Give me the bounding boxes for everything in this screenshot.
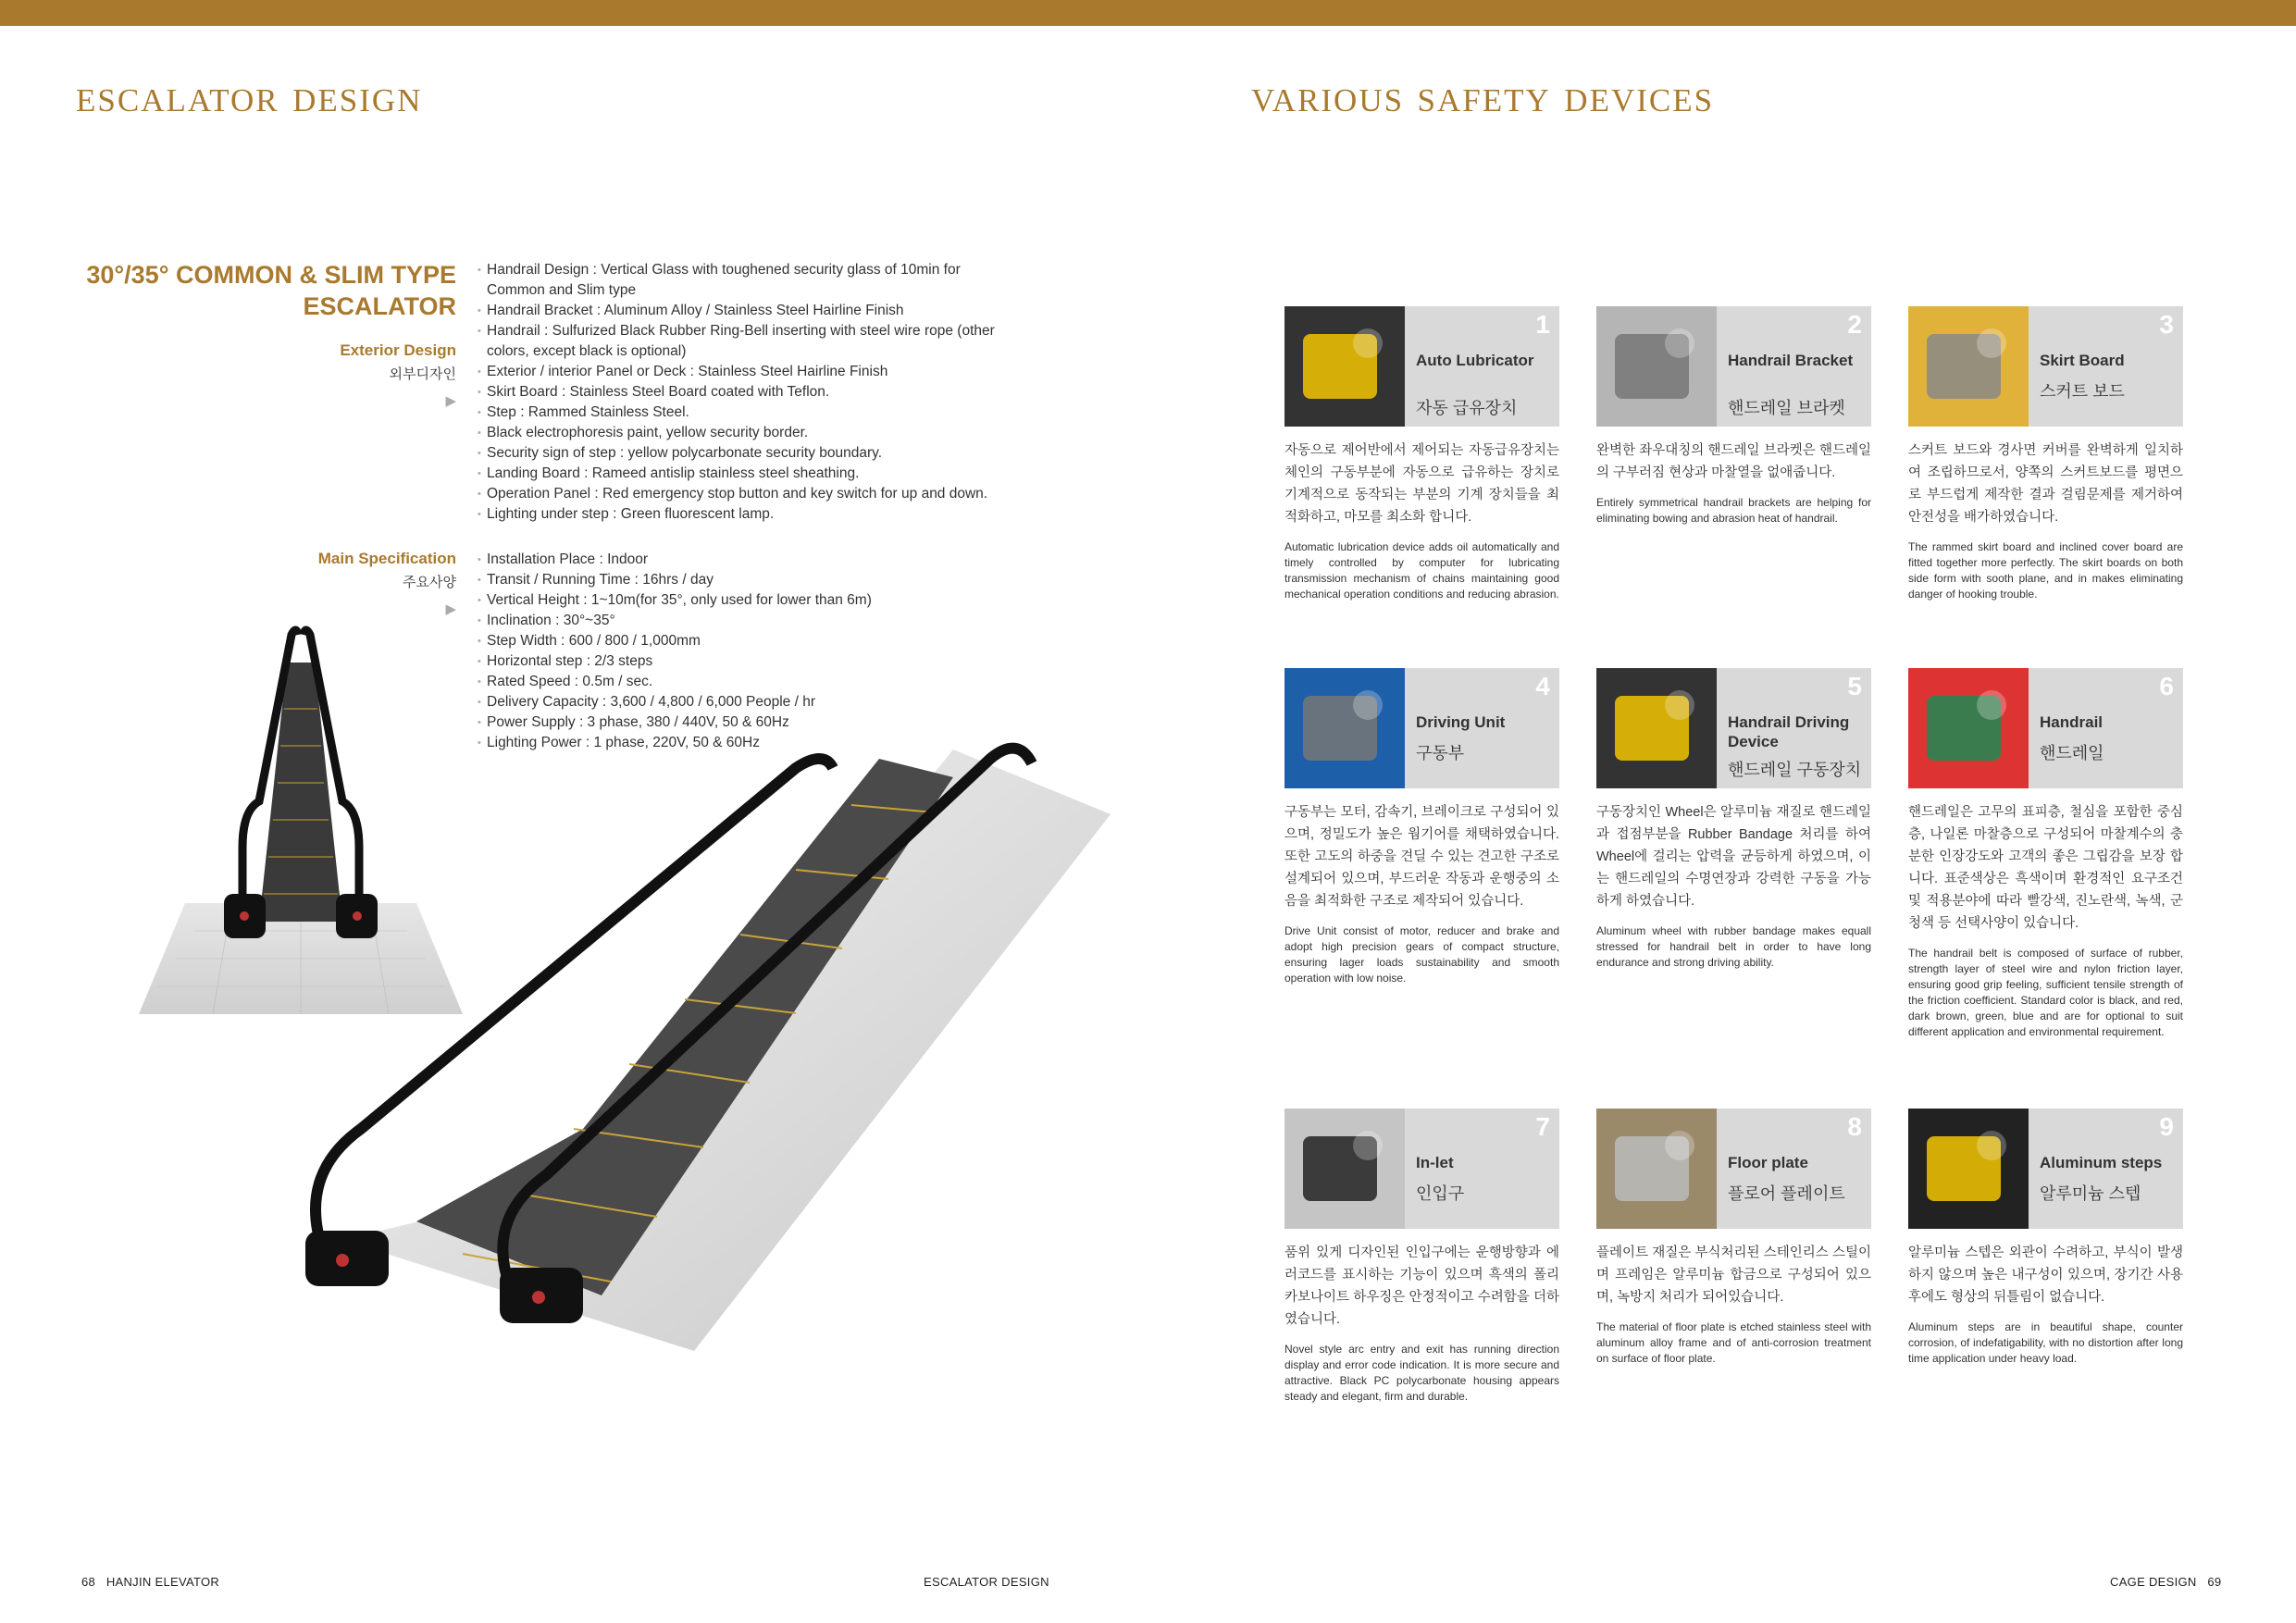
device-card-header	[1908, 306, 2183, 427]
device-title-en: Handrail Driving Device	[1728, 713, 1850, 750]
device-title-ko: 핸드레일	[2040, 744, 2104, 762]
main-spec-label-en: Main Specification	[317, 550, 456, 567]
device-description-en: Aluminum wheel with rubber bandage makes equall stressed for handrail belt in order to have long endurance and strong driving ability.	[1596, 924, 1871, 969]
exterior-spec-list	[478, 260, 996, 525]
device-description-ko: 품위 있게 디자인된 인입구에는 운행방향과 에러코드를 표시하는 기능이 있으며 흑색의 폴리카보나이트 하우징은 안정적이고 수려함을 더하였습니다.	[1285, 1245, 1559, 1327]
device-description-ko: 스커트 보드와 경사면 커버를 완벽하게 일치하여 조립하므로서, 양쪽의 스커트보드를 평면으로 부드럽게 제작한 결과 걸림문제를 제거하여 안전성을 배가하였습니다.	[1908, 443, 2183, 525]
device-title-en: Skirt Board	[2040, 352, 2125, 369]
device-photo	[1908, 1109, 2029, 1229]
device-photo	[1285, 306, 1405, 427]
device-card	[1596, 306, 1871, 527]
device-photo	[1285, 668, 1405, 788]
spec-heading-line1: 30°/35° COMMON & SLIM TYPE	[86, 261, 456, 289]
device-card-header	[1908, 1109, 2183, 1229]
device-title-ko: 자동 급유장치	[1416, 399, 1518, 417]
device-card	[1596, 668, 1871, 971]
device-description-ko: 핸드레일은 고무의 표피층, 철심을 포함한 중심층, 나일론 마찰층으로 구성되어 마찰계수의 충분한 인장강도와 고객의 좋은 그립감을 보장 합니다. 표준색상은 흑색이며 환경적인 요구조건 및 적용분야에 따라 빨강색, 진노란색, 녹색, 군청색 등 선택사양이 있습니다.	[1908, 805, 2183, 931]
device-number: 3	[2159, 310, 2174, 339]
top-accent-bar	[0, 0, 2296, 26]
device-card	[1908, 668, 2183, 1040]
spec-item: • Transit / Running Time : 16hrs / day	[478, 570, 996, 590]
device-description-en: Aluminum steps are in beautiful shape, counter corrosion, of indefatigability, with no distortion after long time application under heavy load.	[1908, 1320, 2183, 1365]
device-card-header	[1285, 1109, 1559, 1229]
device-card-header	[1908, 668, 2183, 788]
device-card	[1596, 1109, 1871, 1367]
page-number-left: 68	[81, 1575, 96, 1589]
device-photo	[1908, 668, 2029, 788]
device-photo	[1596, 1109, 1717, 1229]
device-number: 1	[1535, 310, 1550, 339]
device-photo	[1285, 1109, 1405, 1229]
device-title-en: Auto Lubricator	[1416, 352, 1534, 369]
footer-left	[81, 1575, 219, 1589]
device-card-header	[1285, 306, 1559, 427]
spec-item: • Step : Rammed Stainless Steel.	[478, 403, 996, 423]
device-description-en: Entirely symmetrical handrail brackets are helping for eliminating bowing and abrasion heat of handrail.	[1596, 496, 1871, 525]
footer-center: ESCALATOR DESIGN	[924, 1575, 1049, 1589]
spec-item: • Power Supply : 3 phase, 380 / 440V, 50 & 60Hz	[478, 712, 996, 733]
device-description-ko: 자동으로 제어반에서 제어되는 자동급유장치는 체인의 구동부분에 자동으로 급유하는 장치로 기계적으로 동작되는 부분의 기계 장치들을 최적화하고, 마모를 최소화 합니다.	[1285, 443, 1559, 525]
spec-item: • Black electrophoresis paint, yellow security border.	[478, 423, 996, 443]
device-card	[1908, 1109, 2183, 1367]
spec-heading	[58, 259, 456, 322]
arrow-icon: ▶	[445, 393, 456, 409]
spec-item: • Rated Speed : 0.5m / sec.	[478, 672, 996, 692]
device-description-ko: 플레이트 재질은 부식처리된 스테인리스 스틸이며 프레임은 알루미늄 합금으로 구성되어 있으며, 녹방지 처리가 되어있습니다.	[1596, 1245, 1871, 1305]
spec-item: • Handrail Design : Vertical Glass with toughened security glass of 10min for Common and Slim type	[478, 260, 996, 301]
device-title-ko: 인입구	[1416, 1184, 1465, 1203]
device-photo	[1908, 306, 2029, 427]
spec-item: • Handrail : Sulfurized Black Rubber Ring-Bell inserting with steel wire rope (other colors, except black is optional)	[478, 321, 996, 362]
device-title-ko: 구동부	[1416, 744, 1465, 762]
device-title-en: Handrail Bracket	[1728, 352, 1854, 369]
device-card	[1285, 1109, 1559, 1405]
spec-item: • Exterior / interior Panel or Deck : Stainless Steel Hairline Finish	[478, 362, 996, 382]
page-title-right: various safety devices	[1251, 69, 1715, 121]
device-description-ko: 완벽한 좌우대칭의 핸드레일 브라켓은 핸드레일의 구부러짐 현상과 마찰열을 없애줍니다.	[1596, 443, 1871, 480]
spec-item: • Delivery Capacity : 3,600 / 4,800 / 6,000 People / hr	[478, 692, 996, 712]
spec-item: • Lighting Power : 1 phase, 220V, 50 & 60Hz	[478, 733, 996, 753]
device-title-en: Driving Unit	[1416, 713, 1506, 731]
spec-heading-line2: ESCALATOR	[303, 292, 456, 320]
exterior-design-label	[179, 341, 456, 409]
device-number: 7	[1535, 1112, 1550, 1141]
device-title-en: Floor plate	[1728, 1154, 1808, 1171]
spec-item: • Vertical Height : 1~10m(for 35°, only used for lower than 6m)	[478, 590, 996, 611]
spec-item: • Inclination : 30°~35°	[478, 611, 996, 631]
spec-item: • Landing Board : Rameed antislip stainless steel sheathing.	[478, 464, 996, 484]
device-photo	[1596, 668, 1717, 788]
device-number: 4	[1535, 672, 1550, 700]
spec-item: • Handrail Bracket : Aluminum Alloy / Stainless Steel Hairline Finish	[478, 301, 996, 321]
spec-item: • Installation Place : Indoor	[478, 550, 996, 570]
main-spec-label-ko: 주요사양	[403, 575, 456, 590]
device-card-header	[1596, 306, 1871, 427]
exterior-design-label-ko: 외부디자인	[389, 366, 456, 382]
device-title-ko: 핸드레일 브라켓	[1728, 399, 1845, 417]
spec-item: • Security sign of step : yellow polycarbonate security boundary.	[478, 443, 996, 464]
device-title-ko: 스커트 보드	[2040, 382, 2125, 401]
device-card	[1285, 668, 1559, 986]
device-title-ko: 플로어 플레이트	[1728, 1184, 1845, 1203]
device-description-ko: 구동장치인 Wheel은 알루미늄 재질로 핸드레일과 접점부분을 Rubber Bandage 처리를 하여 Wheel에 걸리는 압력을 균등하게 하였으며, 이는 핸드레일의 수명연장과 강력한 구동을 가능하게 하였습니다.	[1596, 805, 1871, 909]
spec-item: • Lighting under step : Green fluorescent lamp.	[478, 504, 996, 525]
device-description-en: The rammed skirt board and inclined cover board are fitted together more perfectly. The skirt boards on both side form with sooth plane, and in makes eliminating danger of hooking trouble.	[1908, 540, 2183, 601]
spec-item: • Operation Panel : Red emergency stop button and key switch for up and down.	[478, 484, 996, 504]
escalator-perspective-illustration	[305, 740, 1111, 1379]
device-title-en: Aluminum steps	[2040, 1154, 2163, 1171]
arrow-icon: ▶	[445, 601, 456, 617]
exterior-design-label-en: Exterior Design	[340, 341, 456, 359]
device-description-ko: 알루미늄 스텝은 외관이 수려하고, 부식이 발생하지 않으며 높은 내구성이 있으며, 장기간 사용 후에도 형상의 뒤틀림이 없습니다.	[1908, 1245, 2183, 1305]
device-title-en: In-let	[1416, 1154, 1454, 1171]
page-title-left: escalator design	[76, 69, 423, 121]
device-description-en: The material of floor plate is etched stainless steel with aluminum alloy frame and of anti-corrosion treatment on surface of floor plate.	[1596, 1320, 1871, 1365]
spec-item: • Step Width : 600 / 800 / 1,000mm	[478, 631, 996, 651]
device-photo	[1596, 306, 1717, 427]
device-description-ko: 구동부는 모터, 감속기, 브레이크로 구성되어 있으며, 정밀도가 높은 웜기어를 채택하였습니다. 또한 고도의 하중을 견딜 수 있는 견고한 구조로 설계되어 있으며, 부드러운 작동과 운행중의 소음을 최적화한 구조로 제작되어 있습니다.	[1285, 805, 1559, 909]
device-card	[1908, 306, 2183, 602]
device-card-header	[1596, 668, 1871, 788]
device-number: 6	[2159, 672, 2174, 700]
device-description-en: Automatic lubrication device adds oil automatically and timely controlled by computer for lubricating transmission mechanism of chains maintaining good mechanical operation conditions and reducing abrasion.	[1285, 540, 1559, 601]
device-card-header	[1596, 1109, 1871, 1229]
device-description-en: The handrail belt is composed of surface of rubber, strength layer of steel wire and nylon friction layer, ensuring good grip feeling, sufficient tensile strength of the friction coefficient. Standard color is black, and red, dark brown, green, blue and are for optional to suit different application and environmental requirement.	[1908, 947, 2183, 1038]
page-number-right: 69	[2207, 1575, 2222, 1589]
device-description-en: Novel style arc entry and exit has running direction display and error code indication. It is more secure and attractive. Black PC polycarbonate housing appears steady and elegant, firm and durable.	[1285, 1343, 1559, 1403]
footer-brand: HANJIN ELEVATOR	[105, 1575, 220, 1589]
device-card	[1285, 306, 1559, 602]
device-number: 9	[2159, 1112, 2174, 1141]
main-spec-label	[179, 550, 456, 617]
spec-item: • Horizontal step : 2/3 steps	[478, 651, 996, 672]
device-number: 5	[1847, 672, 1862, 700]
spec-item: • Skirt Board : Stainless Steel Board coated with Teflon.	[478, 382, 996, 403]
footer-right	[2110, 1575, 2221, 1589]
device-title-en: Handrail	[2040, 713, 2104, 731]
footer-section: CAGE DESIGN	[2110, 1575, 2197, 1589]
device-title-ko: 핸드레일 구동장치	[1728, 761, 1862, 779]
main-spec-list	[478, 550, 996, 753]
device-description-en: Drive Unit consist of motor, reducer and brake and adopt high precision gears of compact structure, ensuring lager loads sustainability and smooth operation with low noise.	[1285, 924, 1559, 985]
device-number: 2	[1847, 310, 1862, 339]
device-number: 8	[1847, 1112, 1862, 1141]
device-card-header	[1285, 668, 1559, 788]
device-title-ko: 알루미늄 스텝	[2040, 1184, 2141, 1203]
